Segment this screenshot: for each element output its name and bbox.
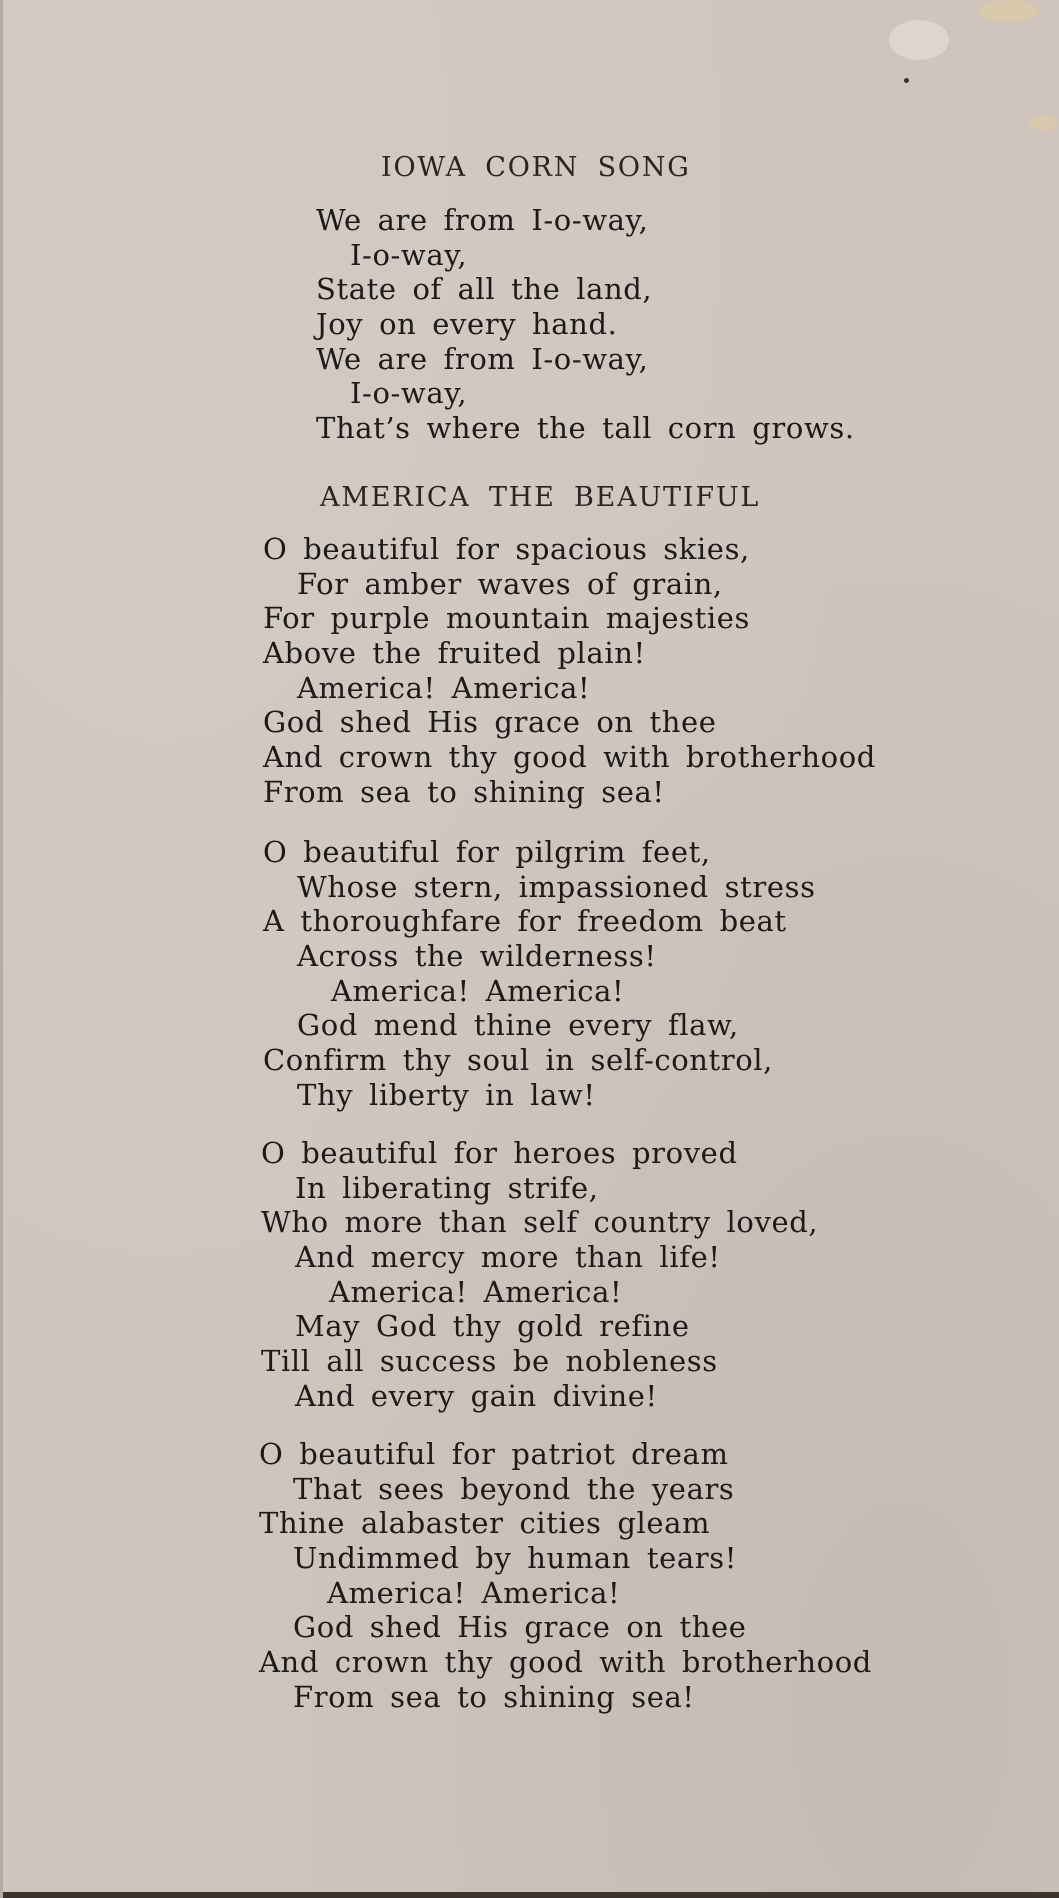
lyric-line: O beautiful for heroes proved bbox=[261, 1136, 738, 1170]
lyric-line: Confirm thy soul in self-control, bbox=[263, 1043, 773, 1078]
lyric-line: America! America! bbox=[327, 1575, 621, 1610]
america-the-beautiful-title: AMERICA THE BEAUTIFUL bbox=[320, 482, 761, 513]
lyric-line: From sea to shining sea! bbox=[293, 1679, 695, 1714]
lyric-line: In liberating strife, bbox=[295, 1170, 599, 1205]
lyric-line: And mercy more than life! bbox=[295, 1240, 721, 1275]
lyric-line: America! America! bbox=[329, 1274, 623, 1309]
lyric-line: Thine alabaster cities gleam bbox=[259, 1506, 711, 1541]
lyric-line: O beautiful for pilgrim feet, bbox=[263, 835, 711, 869]
lyric-line: May God thy gold refine bbox=[295, 1309, 690, 1344]
lyric-line: America! America! bbox=[297, 670, 591, 705]
paper-stain bbox=[1029, 115, 1059, 131]
verse-4 bbox=[259, 1437, 872, 1715]
lyric-line: God mend thine every flaw, bbox=[297, 1008, 739, 1043]
lyric-line: I-o-way, bbox=[350, 376, 468, 411]
lyric-line: From sea to shining sea! bbox=[263, 774, 665, 809]
verse-2 bbox=[263, 835, 816, 1113]
lyric-line: That sees beyond the years bbox=[293, 1471, 735, 1506]
lyric-line: O beautiful for spacious skies, bbox=[263, 532, 750, 566]
lyric-line: And crown thy good with brotherhood bbox=[263, 740, 876, 775]
lyric-line: For amber waves of grain, bbox=[297, 566, 723, 601]
paper-stain bbox=[889, 20, 949, 60]
lyric-line: A thoroughfare for freedom beat bbox=[263, 904, 787, 939]
lyric-line: O beautiful for patriot dream bbox=[259, 1437, 729, 1471]
lyric-line: America! America! bbox=[331, 973, 625, 1008]
lyric-line: Above the fruited plain! bbox=[263, 636, 646, 671]
iowa-corn-song-lyrics bbox=[316, 203, 855, 446]
lyric-line: And every gain divine! bbox=[295, 1378, 658, 1413]
lyric-line: For purple mountain majesties bbox=[263, 601, 751, 636]
lyric-line: Who more than self country loved, bbox=[261, 1205, 819, 1240]
lyric-line: Undimmed by human tears! bbox=[293, 1541, 738, 1576]
lyric-line: We are from I-o-way, bbox=[316, 203, 649, 237]
verse-3 bbox=[261, 1136, 818, 1414]
iowa-corn-song-title: IOWA CORN SONG bbox=[381, 152, 691, 183]
lyric-line: I-o-way, bbox=[350, 237, 468, 272]
lyric-line: Till all success be nobleness bbox=[261, 1344, 718, 1379]
lyric-line: God shed His grace on thee bbox=[293, 1610, 747, 1645]
lyric-line: Whose stern, impassioned stress bbox=[297, 869, 816, 904]
paper-stain bbox=[979, 0, 1039, 22]
page-bottom-edge bbox=[3, 1892, 1059, 1898]
verse-1 bbox=[263, 532, 876, 810]
lyric-line: State of all the land, bbox=[316, 272, 653, 307]
lyric-line: Joy on every hand. bbox=[316, 307, 618, 342]
lyric-line: Thy liberty in law! bbox=[297, 1077, 596, 1112]
lyric-line: We are from I-o-way, bbox=[316, 341, 649, 376]
ink-speck bbox=[904, 78, 909, 83]
lyric-line: That’s where the tall corn grows. bbox=[316, 411, 855, 446]
lyric-line: And crown thy good with brotherhood bbox=[259, 1645, 872, 1680]
lyric-line: Across the wilderness! bbox=[297, 939, 657, 974]
lyric-line: God shed His grace on thee bbox=[263, 705, 717, 740]
